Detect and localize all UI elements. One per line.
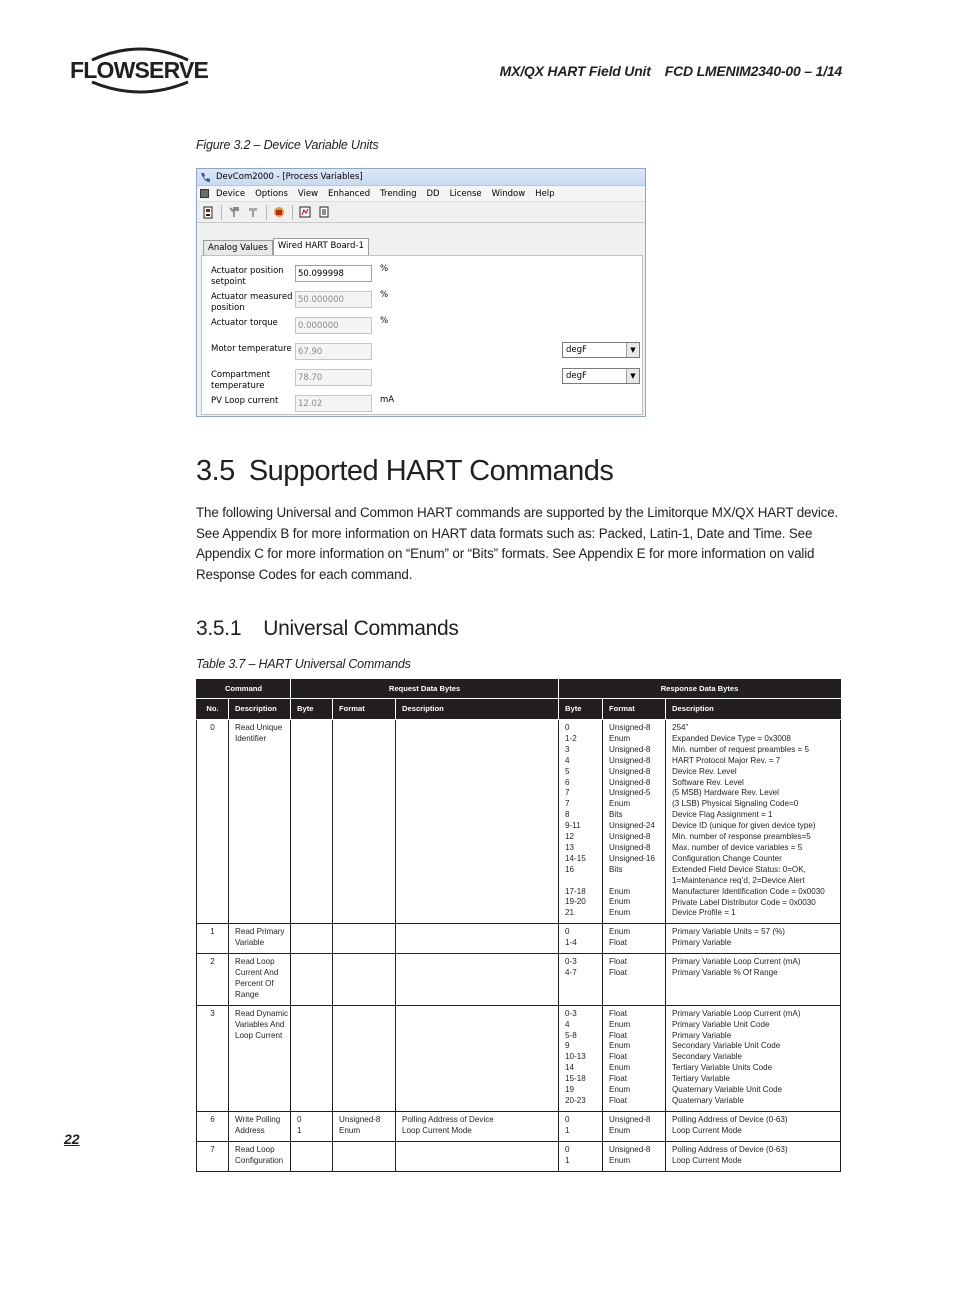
milliamp-unit: mA: [380, 395, 395, 405]
request-description-cell: [396, 954, 559, 1006]
toolbar-separator: [266, 205, 267, 220]
subsection-title: Universal Commands: [263, 617, 459, 640]
actuator-measured-position-label: [211, 292, 291, 314]
cell-line: 0: [565, 927, 570, 937]
refresh-icon[interactable]: [272, 205, 286, 219]
select-value: degF: [566, 345, 587, 355]
cell-line: 5: [565, 766, 570, 776]
cell-line: 4: [565, 1019, 570, 1029]
cell-line: 4-7: [565, 968, 577, 978]
wrench-icon[interactable]: [227, 205, 241, 219]
cell-line: Quaternary Variable Unit Code: [672, 1085, 783, 1095]
compartment-temperature-unit-select[interactable]: [562, 368, 640, 384]
device-icon[interactable]: [201, 205, 215, 219]
menu-view[interactable]: View: [297, 188, 319, 199]
cell-line: Enum: [609, 1019, 631, 1029]
command-description-cell: [229, 1111, 291, 1141]
pv-loop-current-label: [211, 396, 291, 407]
motor-temperature-field: [295, 343, 372, 360]
cell-line: 10-13: [565, 1052, 586, 1062]
cell-line: Polling Address of Device (0-63): [672, 1144, 788, 1154]
cell-line: Primary Variable Unit Code: [672, 1019, 770, 1029]
actuator-measured-position-field: [295, 291, 372, 308]
cell-line: Loop Current Mode: [402, 1125, 472, 1135]
command-description-cell: [229, 924, 291, 954]
response-format-cell: [603, 954, 666, 1006]
label-line: Actuator torque: [211, 318, 278, 328]
cell-line: Address: [235, 1125, 265, 1135]
cell-line: 13: [565, 842, 575, 852]
subsection-heading: [196, 617, 459, 641]
cell-line: 21: [565, 908, 575, 918]
cell-line: Unsigned-8: [609, 777, 651, 787]
cell-line: Loop Current Mode: [672, 1155, 742, 1165]
response-byte-cell: [559, 1141, 603, 1171]
cell-line: 1-2: [565, 733, 577, 743]
request-format-cell: [333, 1141, 396, 1171]
cell-line: 1-4: [565, 938, 577, 948]
cell-line: 0-3: [565, 1008, 577, 1018]
request-format-cell: [333, 924, 396, 954]
response-description-cell: [666, 924, 841, 954]
toolbar-separator: [292, 205, 293, 220]
cell-line: Enum: [609, 799, 631, 809]
percent-unit: %: [380, 264, 389, 274]
column-header: No.: [197, 699, 229, 720]
menu-dd[interactable]: DD: [426, 188, 440, 199]
cell-line: Enum: [609, 1085, 631, 1095]
request-description-cell: [396, 720, 559, 924]
response-description-cell: [666, 1141, 841, 1171]
cell-line: Extended Field Device Status: 0=OK,: [672, 864, 806, 874]
menu-help[interactable]: Help: [535, 188, 555, 199]
cell-line: 4: [565, 755, 570, 765]
table-row: [197, 1141, 841, 1171]
cell-line: Unsigned-8: [609, 1144, 651, 1154]
cell-line: Tertiary Variable Units Code: [672, 1063, 773, 1073]
window-title: DevCom2000 - [Process Variables]: [216, 172, 363, 182]
column-header: Byte: [291, 699, 333, 720]
section-number: 3.5: [196, 455, 235, 487]
flowserve-logo: [70, 44, 210, 96]
cell-line: Read Unique: [235, 723, 283, 732]
actuator-position-setpoint-label: [211, 266, 291, 288]
group-header-row: [197, 680, 841, 699]
select-value: degF: [566, 371, 587, 381]
document-icon[interactable]: [317, 205, 331, 219]
cell-line: Read Primary: [235, 927, 285, 937]
label-line: temperature: [211, 380, 265, 391]
request-format-cell: [333, 1005, 396, 1111]
cell-line: Unsigned-8: [609, 842, 651, 852]
cell-line: Polling Address of Device (0-63): [672, 1114, 788, 1124]
command-number-cell: 2: [197, 954, 229, 1006]
response-description-cell: [666, 954, 841, 1006]
phone-icon: [200, 172, 211, 183]
table-row: [197, 924, 841, 954]
response-byte-cell: [559, 720, 603, 924]
cell-line: 15-18: [565, 1074, 586, 1084]
cell-line: Unsigned-8: [609, 744, 651, 754]
response-format-cell: [603, 720, 666, 924]
cell-line: Unsigned-24: [609, 821, 655, 831]
command-description-cell: [229, 954, 291, 1006]
request-byte-cell: [291, 1005, 333, 1111]
response-byte-cell: [559, 924, 603, 954]
cell-line: Primary Variable % Of Range: [672, 968, 778, 978]
cell-line: 0-3: [565, 957, 577, 967]
cell-line: Float: [609, 938, 628, 948]
request-description-cell: [396, 1111, 559, 1141]
logo-text: FLOWSERVE: [70, 57, 209, 83]
cell-line: 14-15: [565, 853, 586, 863]
cell-line: Float: [609, 1030, 628, 1040]
response-description-cell: [666, 1111, 841, 1141]
cell-line: 14: [565, 1063, 575, 1073]
command-number-cell: 7: [197, 1141, 229, 1171]
cell-line: Primary Variable Loop Current (mA): [672, 957, 801, 967]
group-header-command: Command: [197, 680, 291, 699]
tab-wired-hart-board[interactable]: Wired HART Board-1: [273, 238, 369, 256]
cell-line: Read Loop: [235, 957, 275, 967]
cell-line: 20-23: [565, 1096, 586, 1105]
cell-line: Unsigned-8: [609, 766, 651, 776]
system-menu-icon[interactable]: [200, 189, 209, 198]
cell-line: Device Flag Assignment = 1: [672, 810, 773, 820]
request-description-cell: [396, 1141, 559, 1171]
group-header-response: Response Data Bytes: [559, 680, 841, 699]
motor-temperature-unit-select[interactable]: [562, 342, 640, 358]
cell-line: HART Protocol Major Rev. = 7: [672, 755, 781, 765]
doc-title: MX/QX HART Field Unit: [499, 63, 651, 79]
cell-line: [565, 876, 597, 887]
document-header: [500, 63, 842, 79]
cell-line: 8: [565, 810, 570, 820]
response-byte-cell: [559, 954, 603, 1006]
column-header: Description: [396, 699, 559, 720]
toolbar-separator: [221, 205, 222, 220]
compartment-temperature-label: [211, 370, 291, 392]
request-description-cell: [396, 924, 559, 954]
command-number-cell: 0: [197, 720, 229, 924]
cell-line: 0: [565, 1114, 570, 1124]
request-description-cell: [396, 1005, 559, 1111]
menu-device[interactable]: Device: [216, 188, 246, 199]
command-description-cell: [229, 1005, 291, 1111]
cell-line: 12: [565, 832, 575, 842]
cell-line: Primary Variable Loop Current (mA): [672, 1008, 801, 1018]
cell-line: Max. number of device variables = 5: [672, 842, 803, 852]
section-title: Supported HART Commands: [248, 455, 614, 487]
cell-line: Enum: [339, 1125, 361, 1135]
cell-line: 17-18: [565, 886, 586, 896]
page-number: 22: [64, 1131, 80, 1147]
cell-line: Software Rev. Level: [672, 777, 744, 787]
cell-line: Unsigned-8: [609, 723, 651, 732]
cell-line: Identifier: [235, 733, 267, 743]
request-byte-cell: [291, 1111, 333, 1141]
cell-line: Enum: [609, 927, 631, 937]
percent-unit: %: [380, 316, 389, 326]
cell-line: Float: [609, 1074, 628, 1084]
request-format-cell: [333, 954, 396, 1006]
cell-line: Configuration: [235, 1155, 284, 1165]
cell-line: Loop Current Mode: [672, 1125, 742, 1135]
table-body: [197, 720, 841, 1172]
compartment-temperature-field: [295, 369, 372, 386]
cell-line: 3: [565, 744, 570, 754]
cell-line: 9: [565, 1041, 570, 1051]
process-variables-panel: [201, 255, 643, 415]
menu-options[interactable]: Options: [255, 188, 288, 199]
section-paragraph: The following Universal and Common HART commands are supported by the Limitorque MX/QX HART device. See Appendix B for more information on HART data formats such as: Packed, Latin-1, Date and Time. See Appendix C for more information on “Enum” or “Bits” formats. See Appendix E for more information on valid Response Codes for each command.: [196, 505, 839, 582]
cell-line: Primary Variable: [672, 1030, 732, 1040]
cell-line: Unsigned-8: [609, 832, 651, 842]
tab-analog-values[interactable]: Analog Values: [203, 240, 273, 255]
cell-line: Configuration Change Counter: [672, 853, 782, 863]
cell-line: (3 LSB) Physical Signaling Code=0: [672, 799, 799, 809]
cell-line: Unsigned-5: [609, 788, 651, 798]
request-byte-cell: [291, 924, 333, 954]
response-format-cell: [603, 1111, 666, 1141]
cell-line: Float: [609, 1008, 628, 1018]
cell-line: [609, 876, 660, 887]
cell-line: 1: [565, 1155, 570, 1165]
menu-bar: [197, 186, 645, 201]
cell-line: 254”: [672, 723, 689, 732]
cell-line: 0: [565, 1144, 570, 1154]
cell-line: Read Loop: [235, 1144, 275, 1154]
figure-caption: Figure 3.2 – Device Variable Units: [196, 138, 379, 152]
cell-line: Enum: [609, 908, 631, 918]
label-line: PV Loop current: [211, 396, 279, 406]
cell-line: Write Polling: [235, 1114, 281, 1124]
cell-line: Private Label Distributor Code = 0x0030: [672, 897, 816, 907]
column-header: Byte: [559, 699, 603, 720]
cell-line: 7: [565, 799, 570, 809]
table-row: [197, 1005, 841, 1111]
cell-line: Loop Current: [235, 1030, 283, 1040]
cell-line: (5 MSB) Hardware Rev. Level: [672, 788, 779, 798]
column-header: Description: [666, 699, 841, 720]
actuator-position-setpoint-field[interactable]: [295, 265, 372, 282]
request-byte-cell: [291, 1141, 333, 1171]
command-number-cell: 1: [197, 924, 229, 954]
cell-line: Device ID (unique for given device type): [672, 821, 816, 831]
cell-line: Secondary Variable Unit Code: [672, 1041, 781, 1051]
response-description-cell: [666, 1005, 841, 1111]
request-byte-cell: [291, 954, 333, 1006]
cell-line: Percent Of: [235, 978, 274, 988]
cell-line: 0: [565, 723, 570, 732]
command-description-cell: [229, 1141, 291, 1171]
doc-code: FCD LMENIM2340-00 – 1/14: [664, 63, 842, 79]
cell-line: Unsigned-8: [609, 1114, 651, 1124]
cell-line: Read Dynamic: [235, 1008, 289, 1018]
menu-window[interactable]: Window: [491, 188, 526, 199]
subsection-number: 3.5.1: [196, 617, 242, 640]
cell-line: Enum: [609, 897, 631, 907]
request-format-cell: [333, 720, 396, 924]
window-title-bar: [197, 169, 645, 186]
cell-line: 1: [565, 1125, 570, 1135]
cell-line: Device Profile = 1: [672, 908, 736, 918]
chevron-down-icon[interactable]: ▼: [626, 343, 639, 357]
response-format-cell: [603, 924, 666, 954]
cell-line: Variable: [235, 938, 265, 948]
cell-line: 7: [565, 788, 570, 798]
menu-license[interactable]: License: [449, 188, 482, 199]
cell-line: 1: [297, 1125, 302, 1135]
label-line: Actuator position: [211, 266, 284, 276]
cell-line: Expanded Device Type = 0x3008: [672, 733, 791, 743]
response-byte-cell: [559, 1005, 603, 1111]
label-line: Actuator measured: [211, 292, 293, 302]
command-description-cell: [229, 720, 291, 924]
cell-line: 19-20: [565, 897, 586, 907]
cell-line: Tertiary Variable: [672, 1074, 730, 1084]
pv-loop-current-field: [295, 395, 372, 412]
menu-trending[interactable]: Trending: [380, 188, 417, 199]
cell-line: Primary Variable Units = 57 (%): [672, 927, 785, 937]
request-byte-cell: [291, 720, 333, 924]
menu-enhanced[interactable]: Enhanced: [328, 188, 371, 199]
cell-line: Enum: [609, 886, 631, 896]
label-line: Compartment: [211, 370, 271, 380]
cell-line: Float: [609, 1052, 628, 1062]
label-line: position: [211, 302, 245, 313]
cell-line: Min. number of request preambles = 5: [672, 744, 810, 754]
cell-line: Unsigned-8: [339, 1114, 381, 1124]
cell-line: Bits: [609, 810, 623, 820]
cell-line: 9-11: [565, 821, 581, 831]
cell-line: Polling Address of Device: [402, 1114, 494, 1124]
cell-line: Secondary Variable: [672, 1052, 743, 1062]
cell-line: 16: [565, 864, 575, 874]
column-header: Format: [333, 699, 396, 720]
column-header-row: [197, 699, 841, 720]
cell-line: Quaternary Variable: [672, 1096, 744, 1105]
group-header-request: Request Data Bytes: [291, 680, 559, 699]
column-header: Format: [603, 699, 666, 720]
table-row: [197, 720, 841, 924]
cell-line: Manufacturer Identification Code = 0x0030: [672, 886, 825, 896]
hart-universal-commands-table: [196, 679, 841, 1172]
cell-line: Enum: [609, 1155, 631, 1165]
cell-line: 19: [565, 1085, 575, 1095]
cell-line: Enum: [609, 1063, 631, 1073]
tab-strip: [203, 237, 369, 255]
cell-line: Enum: [609, 1041, 631, 1051]
response-description-cell: [666, 720, 841, 924]
actuator-torque-label: [211, 318, 291, 329]
tools-icon[interactable]: [246, 205, 260, 219]
cell-line: Primary Variable: [672, 938, 732, 948]
cell-line: Enum: [609, 1125, 631, 1135]
cell-line: Device Rev. Level: [672, 766, 737, 776]
cell-line: Float: [609, 1096, 628, 1105]
column-header: Description: [229, 699, 291, 720]
chevron-down-icon[interactable]: ▼: [626, 369, 639, 383]
cell-line: Unsigned-8: [609, 755, 651, 765]
chart-icon[interactable]: [298, 205, 312, 219]
window-body: [197, 225, 645, 417]
command-number-cell: 6: [197, 1111, 229, 1141]
cell-line: Current And: [235, 968, 279, 978]
response-format-cell: [603, 1141, 666, 1171]
cell-line: 0: [297, 1114, 302, 1124]
cell-line: 5-8: [565, 1030, 577, 1040]
cell-line: 1=Maintenance req’d, 2=Device Alert: [672, 875, 805, 885]
label-line: setpoint: [211, 276, 246, 287]
response-format-cell: [603, 1005, 666, 1111]
cell-line: Float: [609, 968, 628, 978]
cell-line: Min. number of response preambles=5: [672, 832, 811, 842]
motor-temperature-label: [211, 344, 291, 355]
section-heading: [196, 455, 613, 488]
label-line: Motor temperature: [211, 344, 292, 354]
command-number-cell: 3: [197, 1005, 229, 1111]
cell-line: Enum: [609, 733, 631, 743]
cell-line: Variables And: [235, 1019, 285, 1029]
table-row: [197, 954, 841, 1006]
cell-line: Bits: [609, 864, 623, 874]
percent-unit: %: [380, 290, 389, 300]
response-byte-cell: [559, 1111, 603, 1141]
table-caption: Table 3.7 – HART Universal Commands: [196, 657, 411, 671]
cell-line: Float: [609, 957, 628, 967]
cell-line: Range: [235, 989, 259, 999]
request-format-cell: [333, 1111, 396, 1141]
cell-line: 6: [565, 777, 570, 787]
toolbar: [197, 201, 645, 223]
cell-line: Unsigned-16: [609, 853, 655, 863]
table-row: [197, 1111, 841, 1141]
actuator-torque-field: [295, 317, 372, 334]
devcom-window: [196, 168, 646, 417]
